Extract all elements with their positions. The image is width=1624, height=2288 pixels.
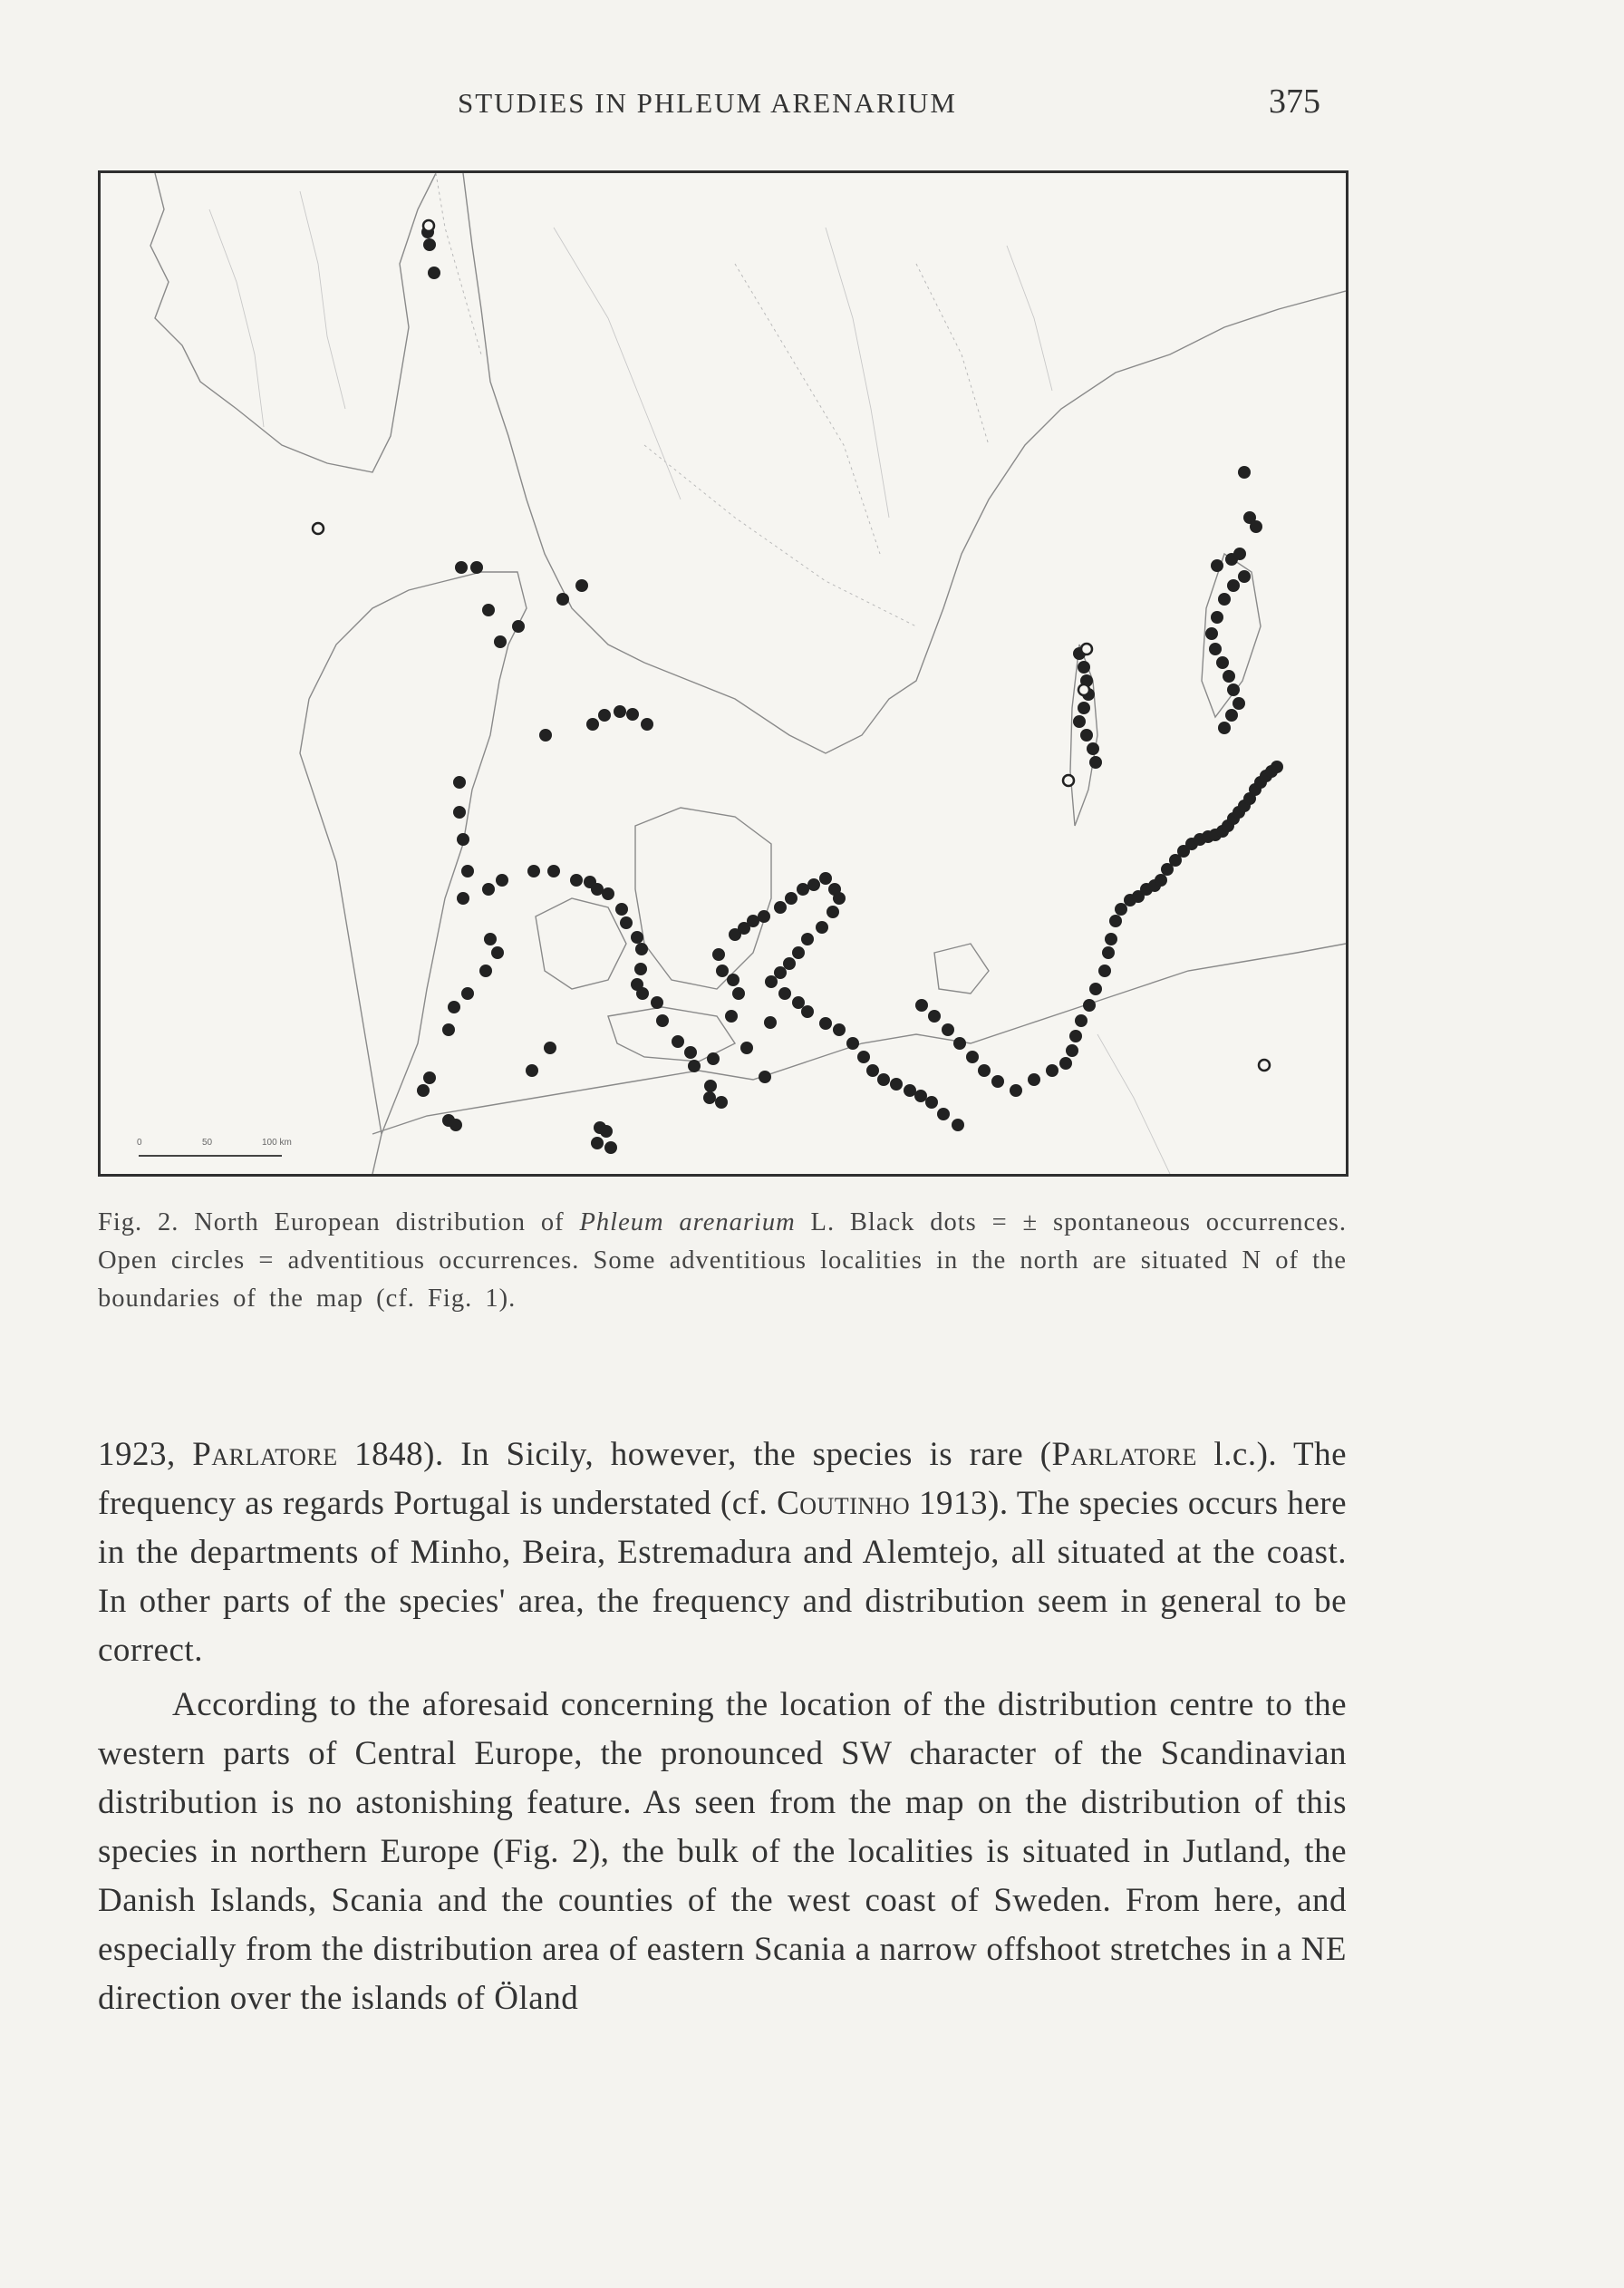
spontaneous-locality-dot: [1233, 548, 1246, 560]
river-5: [1007, 246, 1052, 391]
spontaneous-locality-dot: [833, 892, 846, 905]
spontaneous-locality-dot: [937, 1108, 950, 1120]
spontaneous-locality-dot: [470, 561, 483, 574]
spontaneous-locality-dot: [526, 1064, 538, 1077]
body-text: [98, 1430, 1347, 2023]
spontaneous-locality-dot: [684, 1046, 697, 1059]
caption-species: Phleum arenarium: [579, 1208, 796, 1236]
p1-author-coutinho: Coutinho: [777, 1485, 911, 1522]
norway-coastline: [150, 173, 436, 472]
spontaneous-locality-dot: [598, 709, 611, 722]
spontaneous-locality-dot: [866, 1064, 879, 1077]
spontaneous-locality-dot: [712, 948, 725, 961]
spontaneous-locality-dot: [1080, 729, 1093, 742]
boundaries: [436, 173, 989, 626]
spontaneous-locality-dot: [428, 267, 440, 279]
map-drawing: [101, 173, 1346, 1174]
spontaneous-locality-dot: [1218, 593, 1231, 606]
county-boundary-2: [735, 264, 880, 554]
spontaneous-locality-dot: [846, 1037, 859, 1050]
adventitious-locality-circle: [1259, 1060, 1270, 1071]
spontaneous-locality-dot: [928, 1010, 941, 1023]
spontaneous-locality-dot: [747, 915, 759, 927]
south-baltic-coast: [372, 944, 1346, 1134]
spontaneous-locality-dot: [591, 883, 604, 896]
spontaneous-locality-dot: [715, 1096, 728, 1109]
spontaneous-locality-dot: [807, 878, 820, 891]
p1-text-0: 1923,: [98, 1436, 193, 1473]
spontaneous-locality-dot: [1216, 656, 1229, 669]
spontaneous-locality-dot: [953, 1037, 966, 1050]
spontaneous-locality-dot: [494, 635, 507, 648]
spontaneous-locality-dot: [890, 1078, 903, 1091]
spontaneous-locality-dot: [1087, 742, 1099, 755]
spontaneous-locality-dot: [707, 1052, 720, 1065]
spontaneous-locality-dot: [547, 865, 560, 877]
spontaneous-locality-dot: [1238, 466, 1251, 479]
spontaneous-locality-dot: [758, 910, 770, 923]
spontaneous-locality-dot: [656, 1014, 669, 1027]
spontaneous-locality-dot: [704, 1080, 717, 1092]
spontaneous-locality-dot: [1225, 709, 1238, 722]
adventitious-locality-circle: [1063, 775, 1074, 786]
spontaneous-locality-dot: [797, 883, 809, 896]
spontaneous-locality-dot: [1238, 570, 1251, 583]
spontaneous-locality-dot: [631, 931, 643, 944]
page-number: 375: [1269, 82, 1320, 121]
spontaneous-locality-dot: [952, 1119, 964, 1131]
spontaneous-locality-dot: [457, 892, 469, 905]
spontaneous-locality-dot: [604, 1141, 617, 1154]
spontaneous-locality-dot: [1211, 559, 1223, 572]
spontaneous-locality-dot: [423, 1071, 436, 1084]
spontaneous-locality-dot: [1155, 874, 1167, 887]
rivers: [209, 191, 1170, 1174]
spontaneous-locality-dot: [634, 963, 647, 975]
spontaneous-locality-dot: [672, 1035, 684, 1048]
spontaneous-locality-dot: [1010, 1084, 1022, 1097]
caption-fig-label: Fig. 2.: [98, 1208, 179, 1236]
scale-label-end: 100 km: [262, 1138, 292, 1148]
sweden-coastline: [463, 173, 1346, 753]
spontaneous-locality-dot: [636, 987, 649, 1000]
spontaneous-locality-dot: [602, 887, 614, 900]
p1-text-3: 1913). The species occurs here in the departments of Minho, Beira, Estremadura and Alemtejo, all situated at the coast. In other parts of the species' area, the frequency and distribution seem in general to be correct.: [98, 1485, 1347, 1669]
spontaneous-locality-dot: [1209, 643, 1222, 655]
spontaneous-locality-dot: [816, 921, 828, 934]
spontaneous-locality-dot: [915, 999, 928, 1012]
spontaneous-locality-dot: [1073, 715, 1086, 728]
jutland-west-coast: [300, 699, 382, 1134]
spontaneous-locality-dot: [442, 1023, 455, 1036]
spontaneous-locality-dot: [1109, 915, 1122, 927]
spontaneous-locality-dot: [857, 1051, 870, 1063]
spontaneous-locality-dot: [423, 238, 436, 251]
spontaneous-locality-dot: [450, 1119, 462, 1131]
spontaneous-locality-dot: [774, 966, 787, 979]
spontaneous-locality-dot: [600, 1125, 613, 1138]
running-head: STUDIES IN PHLEUM ARENARIUM: [458, 87, 957, 119]
spontaneous-locality-dot: [783, 957, 796, 970]
spontaneous-locality-dot: [461, 987, 474, 1000]
spontaneous-locality-dot: [496, 874, 508, 887]
spontaneous-locality-dot: [1066, 1044, 1078, 1057]
spontaneous-locality-dot: [544, 1042, 556, 1054]
spontaneous-locality-dot: [688, 1060, 701, 1072]
adventitious-locality-circle: [423, 220, 434, 231]
spontaneous-locality-dot: [626, 708, 639, 721]
scale-label-start: 0: [137, 1138, 142, 1148]
spontaneous-locality-dot: [725, 1010, 738, 1023]
spontaneous-locality-dot: [586, 718, 599, 731]
spontaneous-locality-dot: [716, 965, 729, 977]
spontaneous-locality-dot: [491, 946, 504, 959]
spontaneous-locality-dot: [774, 901, 787, 914]
spontaneous-locality-dot: [453, 776, 466, 789]
spontaneous-locality-dot: [575, 579, 588, 592]
spontaneous-locality-dot: [991, 1075, 1004, 1088]
river-2: [300, 191, 345, 409]
spontaneous-locality-dot: [785, 892, 798, 905]
jutland-coastline: [309, 572, 527, 1174]
spontaneous-locality-dot: [703, 1091, 716, 1104]
spontaneous-locality-dot: [1232, 697, 1245, 710]
spontaneous-locality-dot: [570, 874, 583, 887]
figure-caption: [98, 1204, 1347, 1318]
spontaneous-locality-dot: [925, 1096, 938, 1109]
funen-outline: [536, 898, 626, 989]
spontaneous-locality-dot: [527, 865, 540, 877]
spontaneous-locality-dot: [455, 561, 468, 574]
spontaneous-locality-dot: [1078, 702, 1090, 714]
county-boundary-1: [644, 445, 916, 626]
spontaneous-locality-dot: [417, 1084, 430, 1097]
spontaneous-locality-dot: [1227, 683, 1240, 696]
spontaneous-locality-dot: [764, 1016, 777, 1029]
spontaneous-locality-dot: [479, 965, 492, 977]
spontaneous-locality-dot: [792, 996, 805, 1009]
caption-text-before: North European distribution of: [179, 1208, 580, 1236]
spontaneous-locality-dot: [819, 872, 832, 885]
spontaneous-locality-dot: [482, 604, 495, 616]
spontaneous-locality-dot: [833, 1023, 846, 1036]
spontaneous-locality-dot: [448, 1001, 460, 1013]
dots-layer: [313, 220, 1283, 1154]
spontaneous-locality-dot: [1218, 722, 1231, 734]
spontaneous-locality-dot: [1271, 761, 1283, 773]
spontaneous-locality-dot: [1083, 999, 1096, 1012]
spontaneous-locality-dot: [641, 718, 653, 731]
bornholm-outline: [934, 944, 989, 994]
spontaneous-locality-dot: [727, 974, 740, 986]
river-6: [1097, 1034, 1170, 1174]
spontaneous-locality-dot: [457, 833, 469, 846]
river-4: [826, 228, 889, 518]
spontaneous-locality-dot: [942, 1023, 954, 1036]
p1-text-1: 1848). In Sicily, however, the species is rare (: [337, 1436, 1052, 1473]
spontaneous-locality-dot: [556, 593, 569, 606]
coastlines: [150, 173, 1346, 1174]
spontaneous-locality-dot: [1227, 579, 1240, 592]
p1-author-parlatore: Parlatore: [192, 1436, 338, 1473]
spontaneous-locality-dot: [1075, 1014, 1088, 1027]
p1-text-2: l.c.). The frequency as regards Portugal is understated (cf.: [98, 1436, 1347, 1522]
river-3: [554, 228, 681, 499]
spontaneous-locality-dot: [826, 906, 839, 918]
spontaneous-locality-dot: [1098, 965, 1111, 977]
spontaneous-locality-dot: [819, 1017, 832, 1030]
scale-label-mid: 50: [202, 1138, 213, 1148]
spontaneous-locality-dot: [978, 1064, 991, 1077]
spontaneous-locality-dot: [1089, 983, 1102, 995]
spontaneous-locality-dot: [877, 1073, 890, 1086]
spontaneous-locality-dot: [966, 1051, 979, 1063]
spontaneous-locality-dot: [614, 705, 626, 718]
adventitious-locality-circle: [313, 523, 324, 534]
paragraph-1: [98, 1430, 1347, 1675]
scale-bar: [137, 1138, 292, 1156]
spontaneous-locality-dot: [512, 620, 525, 633]
distribution-map: [98, 170, 1348, 1177]
paragraph-2: According to the aforesaid concerning the location of the distribution centre to the western parts of Central Europe, the pronounced SW character of the Scandinavian distribution is no astonishing feature. As seen from the map on the distribution of this species in northern Europe (Fig. 2), the bulk of the localities is situated in Jutland, the Danish Islands, Scania and the counties of the west coast of Sweden. From here, and especially from the distribution area of eastern Scania a narrow offshoot stretches in a NE direction over the islands of Öland: [98, 1686, 1347, 2017]
adventitious-locality-circle: [1081, 644, 1092, 654]
spontaneous-locality-dot: [792, 946, 805, 959]
spontaneous-locality-dot: [801, 933, 814, 945]
spontaneous-locality-dot: [1078, 661, 1090, 674]
spontaneous-locality-dot: [740, 1042, 753, 1054]
spontaneous-locality-dot: [1102, 946, 1115, 959]
spontaneous-locality-dot: [732, 987, 745, 1000]
spontaneous-locality-dot: [615, 903, 628, 916]
spontaneous-locality-dot: [1069, 1030, 1082, 1042]
spontaneous-locality-dot: [1089, 756, 1102, 769]
zealand-outline: [635, 808, 771, 989]
spontaneous-locality-dot: [1059, 1057, 1072, 1070]
spontaneous-locality-dot: [1105, 933, 1117, 945]
spontaneous-locality-dot: [461, 865, 474, 877]
spontaneous-locality-dot: [914, 1090, 927, 1102]
spontaneous-locality-dot: [484, 933, 497, 945]
spontaneous-locality-dot: [539, 729, 552, 742]
spontaneous-locality-dot: [1205, 627, 1218, 640]
spontaneous-locality-dot: [453, 806, 466, 819]
spontaneous-locality-dot: [482, 883, 495, 896]
spontaneous-locality-dot: [1028, 1073, 1040, 1086]
adventitious-locality-circle: [1078, 684, 1089, 695]
spontaneous-locality-dot: [1250, 520, 1262, 533]
spontaneous-locality-dot: [1115, 903, 1127, 916]
spontaneous-locality-dot: [765, 975, 778, 988]
spontaneous-locality-dot: [759, 1071, 771, 1083]
spontaneous-locality-dot: [1211, 611, 1223, 624]
spontaneous-locality-dot: [635, 943, 648, 955]
spontaneous-locality-dot: [620, 916, 633, 929]
spontaneous-locality-dot: [801, 1005, 814, 1018]
p1-author-parlatore-2: Parlatore: [1051, 1436, 1197, 1473]
spontaneous-locality-dot: [651, 996, 663, 1009]
spontaneous-locality-dot: [778, 987, 791, 1000]
spontaneous-locality-dot: [591, 1137, 604, 1149]
caption-text-after: L. Black dots = ± spontaneous occurrences. Open circles = adventitious occurrences. Some adventitious localities in the north are situated N of the boundaries of the map (cf. Fig. 1).: [98, 1208, 1347, 1313]
spontaneous-locality-dot: [904, 1084, 916, 1097]
spontaneous-locality-dot: [1223, 670, 1235, 683]
spontaneous-locality-dot: [1046, 1064, 1058, 1077]
county-boundary-3: [916, 264, 989, 445]
